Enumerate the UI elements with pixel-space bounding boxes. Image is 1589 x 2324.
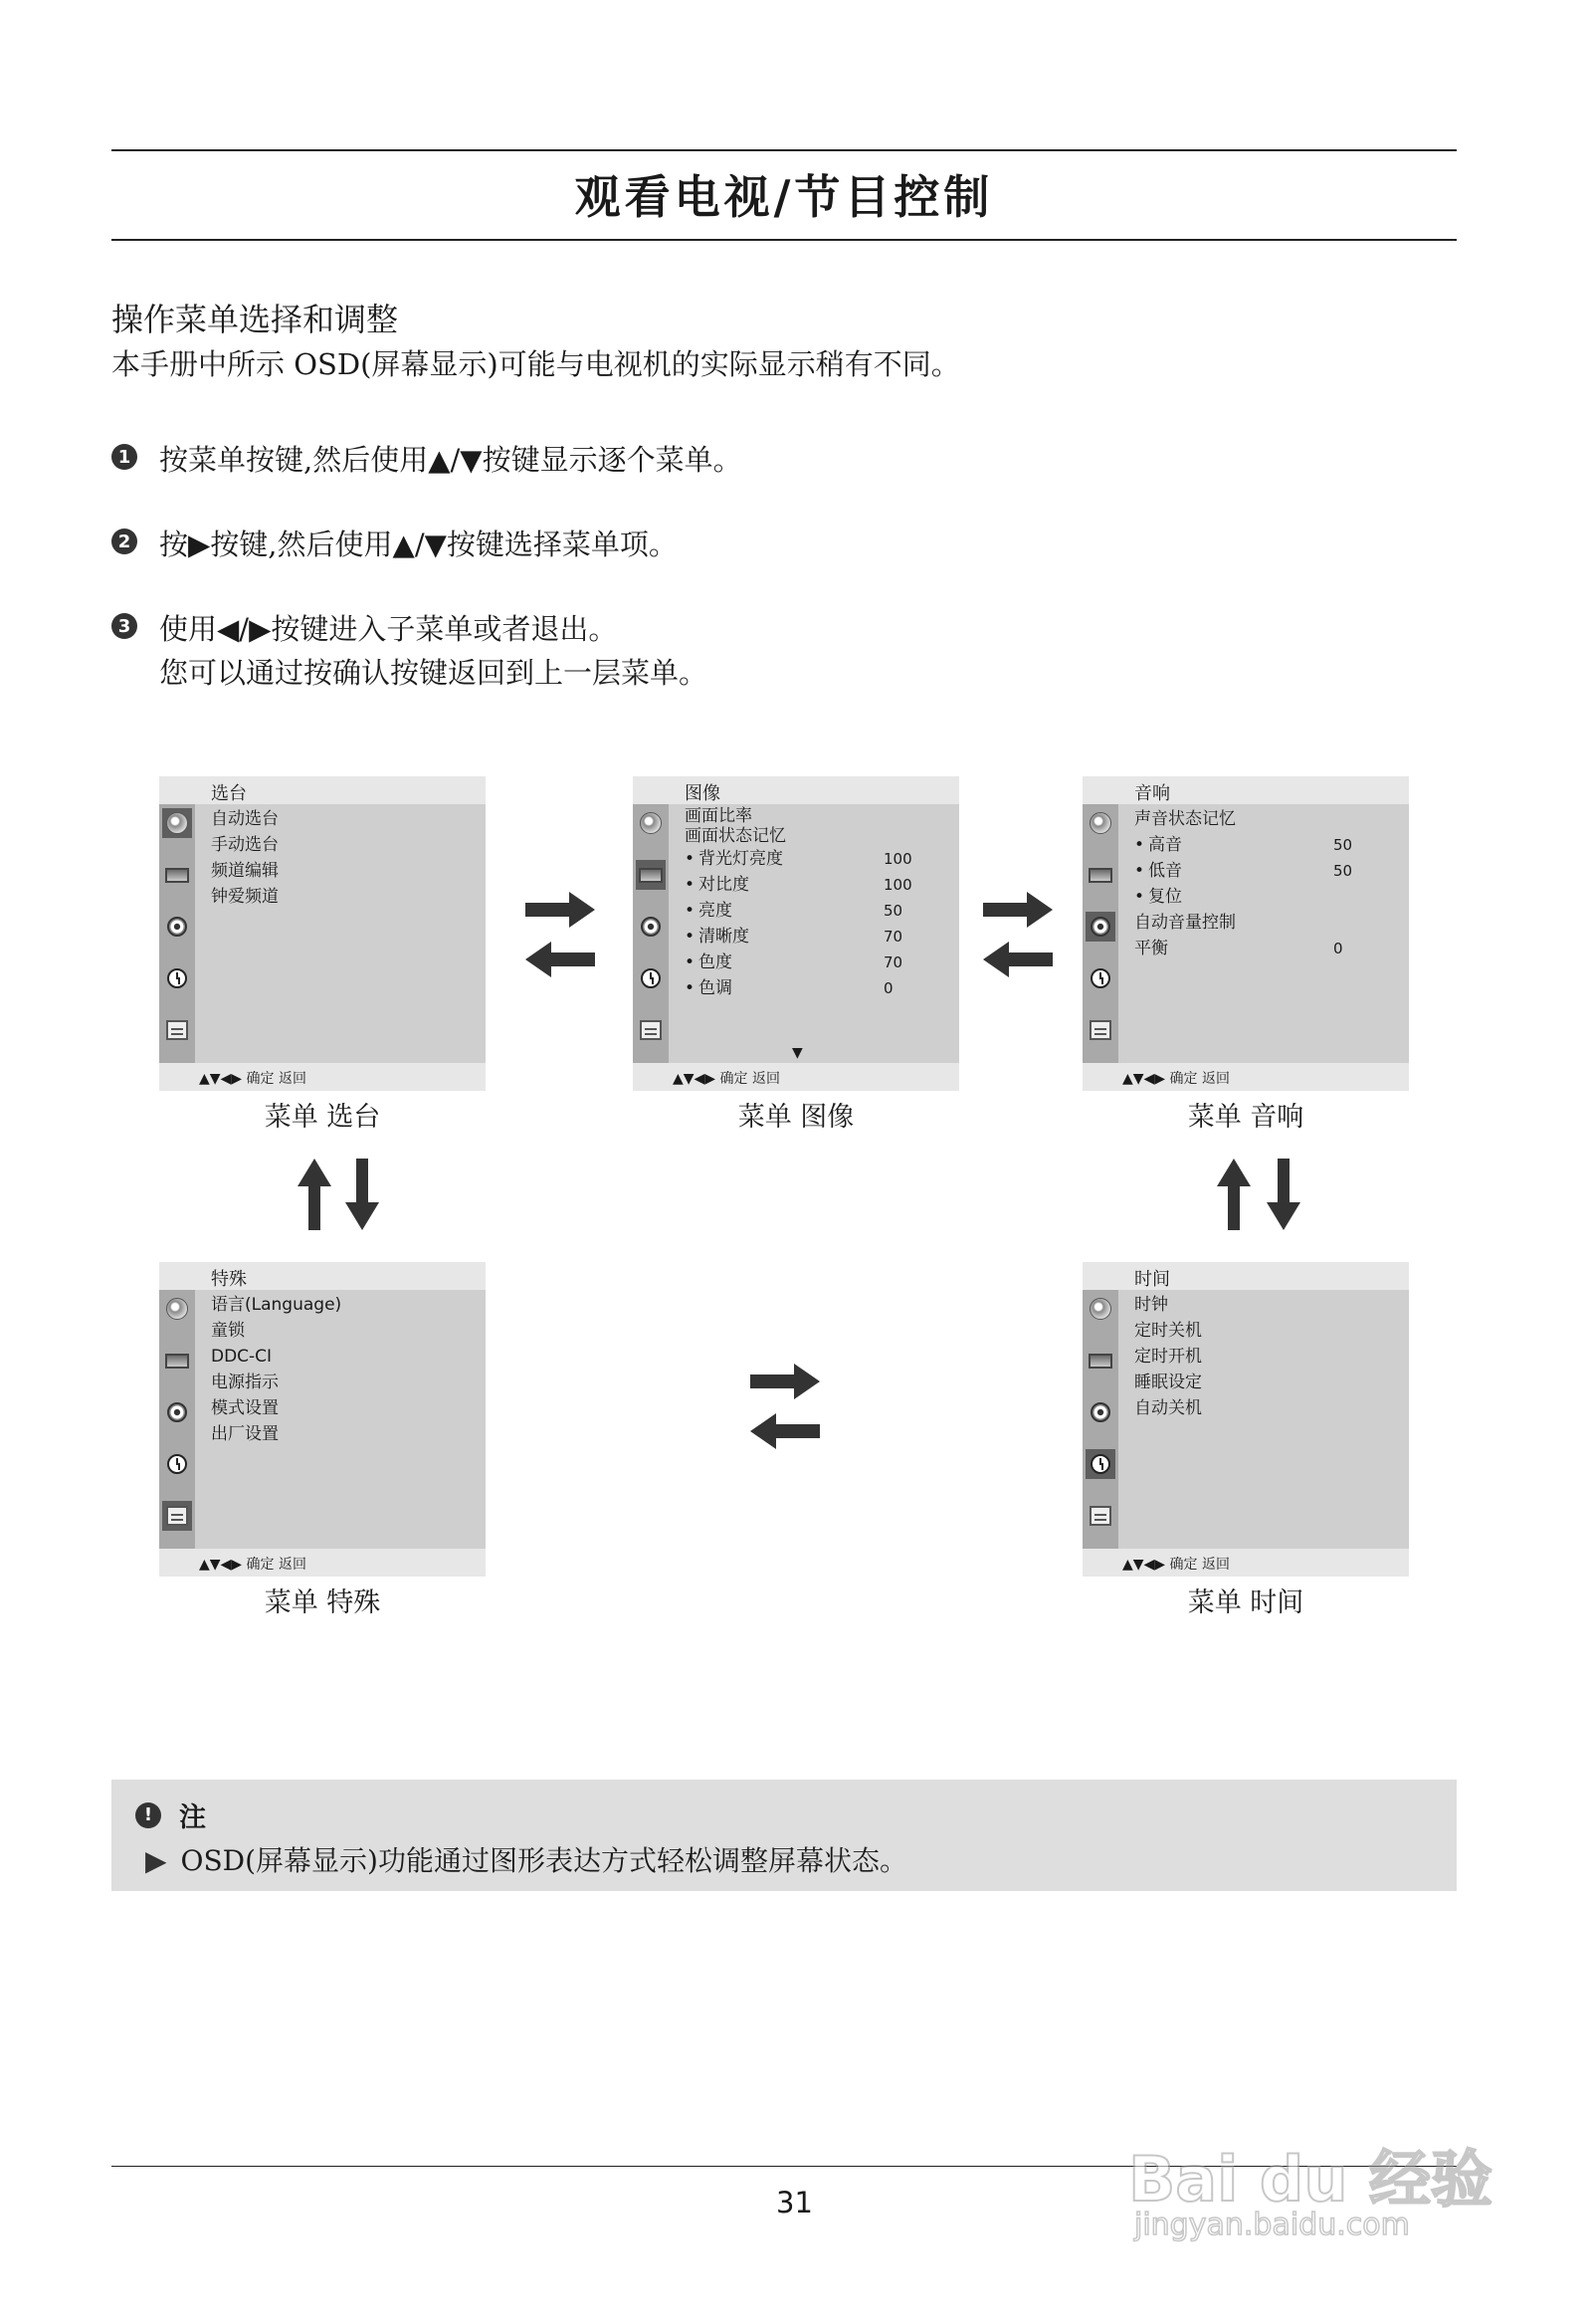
osd-sidebar xyxy=(159,1290,195,1549)
osd-menu-item[interactable] xyxy=(1134,1344,1401,1370)
osd-item-label: 复位 xyxy=(1148,887,1182,907)
osd-footer xyxy=(633,1063,959,1091)
osd-item-value: 70 xyxy=(884,953,903,971)
osd-item-label: 电源指示 xyxy=(211,1373,279,1392)
picture-icon[interactable] xyxy=(162,1346,192,1375)
osd-item-label: 童锁 xyxy=(211,1321,245,1341)
caption-channel: 菜单 选台 xyxy=(264,1102,381,1133)
osd-menu-item[interactable] xyxy=(211,1344,478,1370)
sound-icon[interactable] xyxy=(1086,912,1115,942)
osd-footer xyxy=(1083,1549,1409,1577)
osd-menu-item[interactable] xyxy=(211,832,478,858)
up-arrow-icon xyxy=(1216,1159,1252,1230)
osd-menu-item[interactable] xyxy=(1134,806,1401,832)
note-box xyxy=(111,1780,1457,1891)
osd-menu-item[interactable] xyxy=(685,826,951,846)
baidu-watermark xyxy=(1118,2090,1496,2249)
osd-menu-item[interactable] xyxy=(211,806,478,832)
page-number: 31 xyxy=(776,2186,813,2219)
osd-item-value: 0 xyxy=(1333,940,1343,957)
osd-menu-item[interactable] xyxy=(211,1395,478,1421)
step-2 xyxy=(111,523,678,566)
osd-item-label: 低音 xyxy=(1148,861,1182,881)
down-arrow-icon xyxy=(344,1159,380,1230)
osd-menu-item[interactable] xyxy=(685,806,951,826)
osd-item-value: 50 xyxy=(884,902,903,920)
osd-sidebar xyxy=(633,804,669,1063)
osd-item-label: 模式设置 xyxy=(211,1398,279,1418)
sound-icon[interactable] xyxy=(162,1397,192,1427)
page-title: 观看电视/节目控制 xyxy=(574,170,994,224)
osd-menu-item[interactable] xyxy=(1134,1292,1401,1318)
osd-header-title: 时间 xyxy=(1134,1269,1170,1290)
osd-item-label: 色度 xyxy=(698,952,732,972)
caption-time: 菜单 时间 xyxy=(1187,1587,1304,1618)
osd-item-label: 画面比率 xyxy=(685,806,752,826)
step-3 xyxy=(111,607,707,695)
osd-header xyxy=(159,776,486,804)
osd-item-label: 背光灯亮度 xyxy=(698,849,783,869)
watermark-brand: Bai du 经验 xyxy=(1128,2143,1493,2216)
options-icon[interactable] xyxy=(636,1015,666,1045)
osd-header xyxy=(633,776,959,804)
step-text: 使用◀/▶按键进入子菜单或者退出。 xyxy=(159,612,618,646)
osd-item-value: 100 xyxy=(884,876,912,894)
picture-icon[interactable] xyxy=(162,860,192,890)
osd-menu-item[interactable] xyxy=(1134,1318,1401,1344)
step-1 xyxy=(111,438,742,482)
osd-footer xyxy=(159,1549,486,1577)
clock-icon[interactable] xyxy=(162,963,192,993)
step-text: 按菜单按键,然后使用▲/▼按键显示逐个菜单。 xyxy=(159,443,742,477)
osd-menu-item[interactable] xyxy=(685,898,951,924)
osd-header xyxy=(1083,776,1409,804)
osd-menu-channel xyxy=(159,776,486,1091)
osd-header-title: 选台 xyxy=(211,783,247,804)
clock-icon[interactable] xyxy=(636,963,666,993)
osd-header xyxy=(1083,1262,1409,1290)
osd-item-list xyxy=(1134,806,1401,961)
osd-item-label: 对比度 xyxy=(698,875,749,895)
osd-item-value: 0 xyxy=(884,979,894,997)
osd-item-label: 出厂设置 xyxy=(211,1424,279,1444)
left-arrow-icon xyxy=(750,1411,820,1451)
osd-menu-item[interactable] xyxy=(1134,1395,1401,1421)
osd-menu-sound xyxy=(1083,776,1409,1091)
caption-sound: 菜单 音响 xyxy=(1187,1102,1304,1133)
step-number: 3 xyxy=(111,613,137,639)
step-text: 您可以通过按确认按键返回到上一层菜单。 xyxy=(159,656,708,690)
sound-icon[interactable] xyxy=(636,912,666,942)
title-underline xyxy=(111,239,1457,241)
osd-item-list xyxy=(211,1292,478,1447)
options-icon[interactable] xyxy=(162,1015,192,1045)
caption-option: 菜单 特殊 xyxy=(264,1587,381,1618)
osd-sidebar xyxy=(1083,804,1118,1063)
clock-icon[interactable] xyxy=(1086,1449,1115,1479)
osd-menu-item[interactable] xyxy=(685,924,951,950)
osd-footer xyxy=(1083,1063,1409,1091)
antenna-icon[interactable] xyxy=(1086,808,1115,838)
osd-item-label: 清晰度 xyxy=(698,927,749,947)
sound-icon[interactable] xyxy=(162,912,192,942)
osd-menu-item[interactable] xyxy=(211,1292,478,1318)
osd-footer-text: ▲▼◀▶ 确定 返回 xyxy=(673,1071,780,1087)
intro-text: 本手册中所示 OSD(屏幕显示)可能与电视机的实际显示稍有不同。 xyxy=(111,347,960,381)
osd-menu-item[interactable] xyxy=(1134,858,1401,884)
osd-menu-item[interactable] xyxy=(685,846,951,872)
right-arrow-icon xyxy=(525,890,595,930)
osd-header xyxy=(159,1262,486,1290)
osd-menu-time xyxy=(1083,1262,1409,1577)
osd-menu-item[interactable] xyxy=(211,884,478,910)
osd-menu-item[interactable] xyxy=(1134,1370,1401,1395)
osd-menu-item[interactable] xyxy=(1134,936,1401,961)
osd-item-label: 自动音量控制 xyxy=(1134,913,1236,933)
scroll-down-indicator: ▼ xyxy=(792,1045,803,1061)
osd-item-label: 画面状态记忆 xyxy=(685,826,786,846)
osd-menu-item[interactable] xyxy=(1134,832,1401,858)
note-text-body: OSD(屏幕显示)功能通过图形表达方式轻松调整屏幕状态。 xyxy=(180,1844,907,1877)
osd-item-label: 平衡 xyxy=(1134,939,1168,958)
osd-item-label: 频道编辑 xyxy=(211,861,279,881)
osd-menu-item[interactable] xyxy=(1134,910,1401,936)
picture-icon[interactable] xyxy=(1086,860,1115,890)
osd-menu-picture xyxy=(633,776,959,1091)
picture-icon[interactable] xyxy=(636,860,666,890)
osd-item-label: 亮度 xyxy=(698,901,732,921)
note-title xyxy=(135,1796,206,1834)
osd-header-title: 特殊 xyxy=(211,1269,247,1290)
antenna-icon[interactable] xyxy=(1086,1294,1115,1324)
antenna-icon[interactable] xyxy=(162,1294,192,1324)
clock-icon[interactable] xyxy=(162,1449,192,1479)
caption-picture: 菜单 图像 xyxy=(737,1102,855,1133)
right-arrow-icon xyxy=(750,1362,820,1401)
osd-item-label: 自动关机 xyxy=(1134,1398,1202,1418)
osd-menu-item[interactable] xyxy=(685,950,951,975)
osd-item-value: 50 xyxy=(1333,836,1353,854)
osd-footer xyxy=(159,1063,486,1091)
osd-sidebar xyxy=(159,804,195,1063)
osd-item-value: 100 xyxy=(884,850,912,868)
osd-item-label: 语言(Language) xyxy=(211,1295,342,1315)
options-icon[interactable] xyxy=(1086,1015,1115,1045)
watermark-url: jingyan.baidu.com xyxy=(1134,2208,1410,2242)
right-arrow-icon xyxy=(983,890,1053,930)
step-number: 1 xyxy=(111,444,137,470)
osd-menu-item[interactable] xyxy=(685,975,951,1001)
osd-item-label: 手动选台 xyxy=(211,835,279,855)
osd-menu-item[interactable] xyxy=(211,1318,478,1344)
note-text xyxy=(145,1839,907,1879)
picture-icon[interactable] xyxy=(1086,1346,1115,1375)
osd-item-list xyxy=(685,806,951,1001)
osd-footer-text: ▲▼◀▶ 确定 返回 xyxy=(1122,1071,1230,1087)
osd-item-label: 时钟 xyxy=(1134,1295,1168,1315)
osd-item-label: 睡眠设定 xyxy=(1134,1373,1202,1392)
top-rule xyxy=(111,149,1457,151)
osd-footer-text: ▲▼◀▶ 确定 返回 xyxy=(199,1071,306,1087)
osd-item-list xyxy=(1134,1292,1401,1421)
exclamation-icon: ! xyxy=(135,1802,161,1828)
osd-menu-item[interactable] xyxy=(685,872,951,898)
bullet-triangle-icon: ▶ xyxy=(145,1844,167,1877)
osd-item-label: 高音 xyxy=(1148,835,1182,855)
osd-footer-text: ▲▼◀▶ 确定 返回 xyxy=(1122,1557,1230,1573)
osd-menu-item[interactable] xyxy=(1134,884,1401,910)
osd-footer-text: ▲▼◀▶ 确定 返回 xyxy=(199,1557,306,1573)
antenna-icon[interactable] xyxy=(636,808,666,838)
osd-menu-item[interactable] xyxy=(211,1370,478,1395)
osd-item-value: 70 xyxy=(884,928,903,946)
osd-menu-item[interactable] xyxy=(211,1421,478,1447)
osd-item-label: 色调 xyxy=(698,978,732,998)
sound-icon[interactable] xyxy=(1086,1397,1115,1427)
osd-item-label: 自动选台 xyxy=(211,809,279,829)
note-title-text: 注 xyxy=(179,1802,206,1833)
osd-header-title: 图像 xyxy=(685,783,720,804)
osd-sidebar xyxy=(1083,1290,1118,1549)
step-text: 按▶按键,然后使用▲/▼按键选择菜单项。 xyxy=(159,528,678,561)
left-arrow-icon xyxy=(525,940,595,979)
step-number: 2 xyxy=(111,528,137,554)
section-heading: 操作菜单选择和调整 xyxy=(111,301,399,338)
osd-item-value: 50 xyxy=(1333,862,1353,880)
options-icon[interactable] xyxy=(162,1501,192,1531)
clock-icon[interactable] xyxy=(1086,963,1115,993)
osd-item-label: 定时关机 xyxy=(1134,1321,1202,1341)
osd-menu-option xyxy=(159,1262,486,1577)
osd-item-label: DDC-CI xyxy=(211,1347,273,1367)
osd-header-title: 音响 xyxy=(1134,783,1170,804)
up-arrow-icon xyxy=(297,1159,332,1230)
osd-item-label: 声音状态记忆 xyxy=(1134,809,1236,829)
osd-item-label: 钟爱频道 xyxy=(211,887,279,907)
osd-menu-item[interactable] xyxy=(211,858,478,884)
down-arrow-icon xyxy=(1266,1159,1301,1230)
osd-item-list xyxy=(211,806,478,910)
osd-item-label: 定时开机 xyxy=(1134,1347,1202,1367)
options-icon[interactable] xyxy=(1086,1501,1115,1531)
left-arrow-icon xyxy=(983,940,1053,979)
antenna-icon[interactable] xyxy=(162,808,192,838)
